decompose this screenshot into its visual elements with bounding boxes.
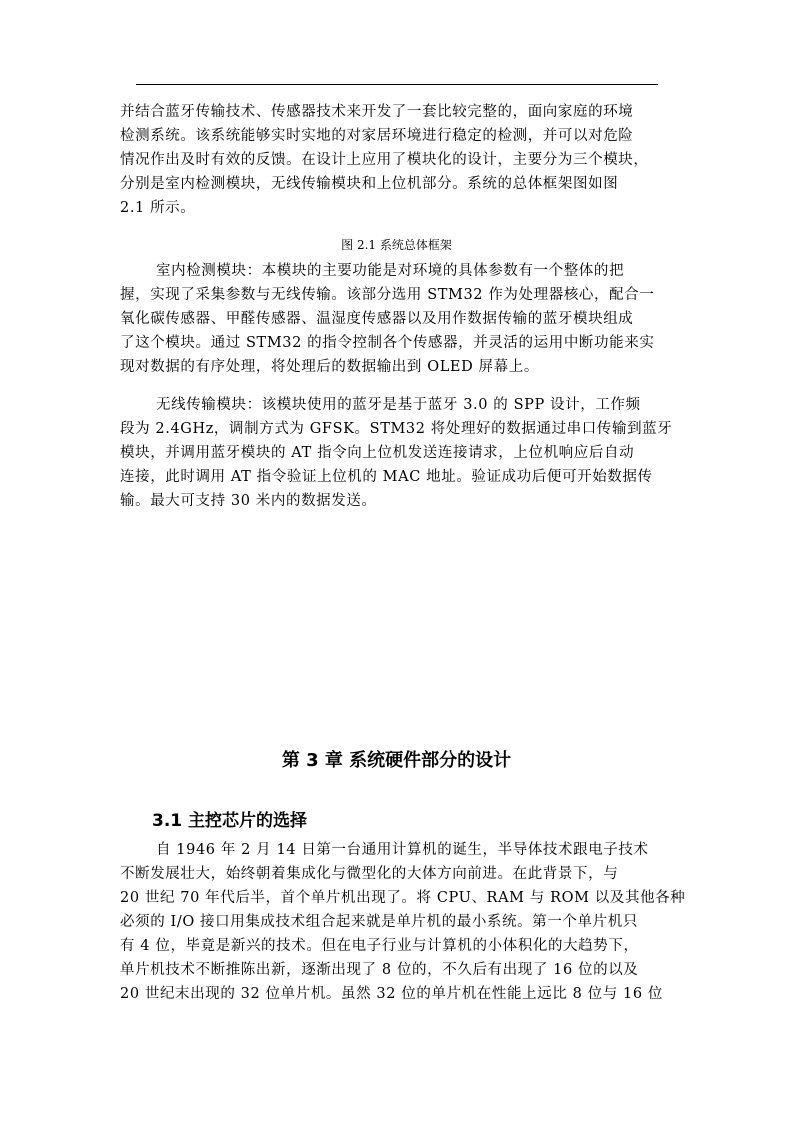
paragraph-line: 分别是室内检测模块，无线传输模块和上位机部分。系统的总体框架图如图 [120, 176, 619, 192]
paragraph-line: 室内检测模块：本模块的主要功能是对环境的具体参数有一个整体的把 [156, 263, 625, 279]
header-rule [136, 84, 658, 85]
paragraph-line: 氧化碳传感器、甲醛传感器、温湿度传感器以及用作数据传输的蓝牙模块组成 [120, 311, 634, 327]
paragraph-line: 无线传输模块：该模块使用的蓝牙是基于蓝牙 3.0 的 SPP 设计，工作频 [156, 397, 641, 413]
paragraph-line: 检测系统。该系统能够实时实地的对家居环境进行稳定的检测，并可以对危险 [120, 128, 634, 144]
paragraph-line: 单片机技术不断推陈出新，逐渐出现了 8 位的，不久后有出现了 16 位的以及 [120, 962, 639, 978]
paragraph-line: 模块，并调用蓝牙模块的 AT 指令向上位机发送连接请求，上位机响应后自动 [120, 445, 635, 461]
paragraph-line: 有 4 位，毕竟是新兴的技术。但在电子行业与计算机的小体积化的大趋势下， [120, 938, 639, 954]
paragraph-line: 自 1946 年 2 月 14 日第一台通用计算机的诞生，半导体技术跟电子技术 [156, 842, 649, 858]
paragraph-line: 2.1 所示。 [120, 200, 196, 216]
paragraph-line: 了这个模块。通过 STM32 的指令控制各个传感器，并灵活的运用中断功能来实 [120, 335, 655, 351]
intro-paragraph [120, 100, 668, 220]
paragraph-line: 握，实现了采集参数与无线传输。该部分选用 STM32 作为处理器核心，配合一 [120, 287, 655, 303]
paragraph-line: 情况作出及时有效的反馈。在设计上应用了模块化的设计，主要分为三个模块， [120, 152, 649, 168]
paragraph-line: 连接，此时调用 AT 指令验证上位机的 MAC 地址。验证成功后便可开始数据传 [120, 469, 653, 485]
paragraph-line: 不断发展壮大，始终朝着集成化与微型化的大体方向前进。在此背景下，与 [120, 866, 619, 882]
wireless-module-paragraph [120, 393, 673, 513]
paragraph-line: 20 世纪 70 年代后半，首个单片机出现了。将 CPU、RAM 与 ROM 以及其他各种 [120, 890, 686, 906]
section-body-paragraph [120, 838, 686, 1006]
paragraph-line: 段为 2.4GHz，调制方式为 GFSK。STM32 将处理好的数据通过串口传输到蓝牙 [120, 421, 673, 437]
figure-caption: 图 2.1 系统总体框架 [341, 238, 452, 252]
chapter-title: 第 3 章 系统硬件部分的设计 [281, 750, 512, 771]
section-title: 3.1 主控芯片的选择 [152, 811, 308, 831]
paragraph-line: 必须的 I/O 接口用集成技术组合起来就是单片机的最小系统。第一个单片机只 [120, 914, 638, 930]
paragraph-line: 20 世纪末出现的 32 位单片机。虽然 32 位的单片机在性能上远比 8 位与 16 位 [120, 986, 664, 1002]
paragraph-line: 输。最大可支持 30 米内的数据发送。 [120, 493, 377, 509]
indoor-module-paragraph [120, 259, 668, 379]
paragraph-line: 现对数据的有序处理，将处理后的数据输出到 OLED 屏幕上。 [120, 359, 539, 375]
paragraph-line: 并结合蓝牙传输技术、传感器技术来开发了一套比较完整的，面向家庭的环境 [120, 104, 634, 120]
